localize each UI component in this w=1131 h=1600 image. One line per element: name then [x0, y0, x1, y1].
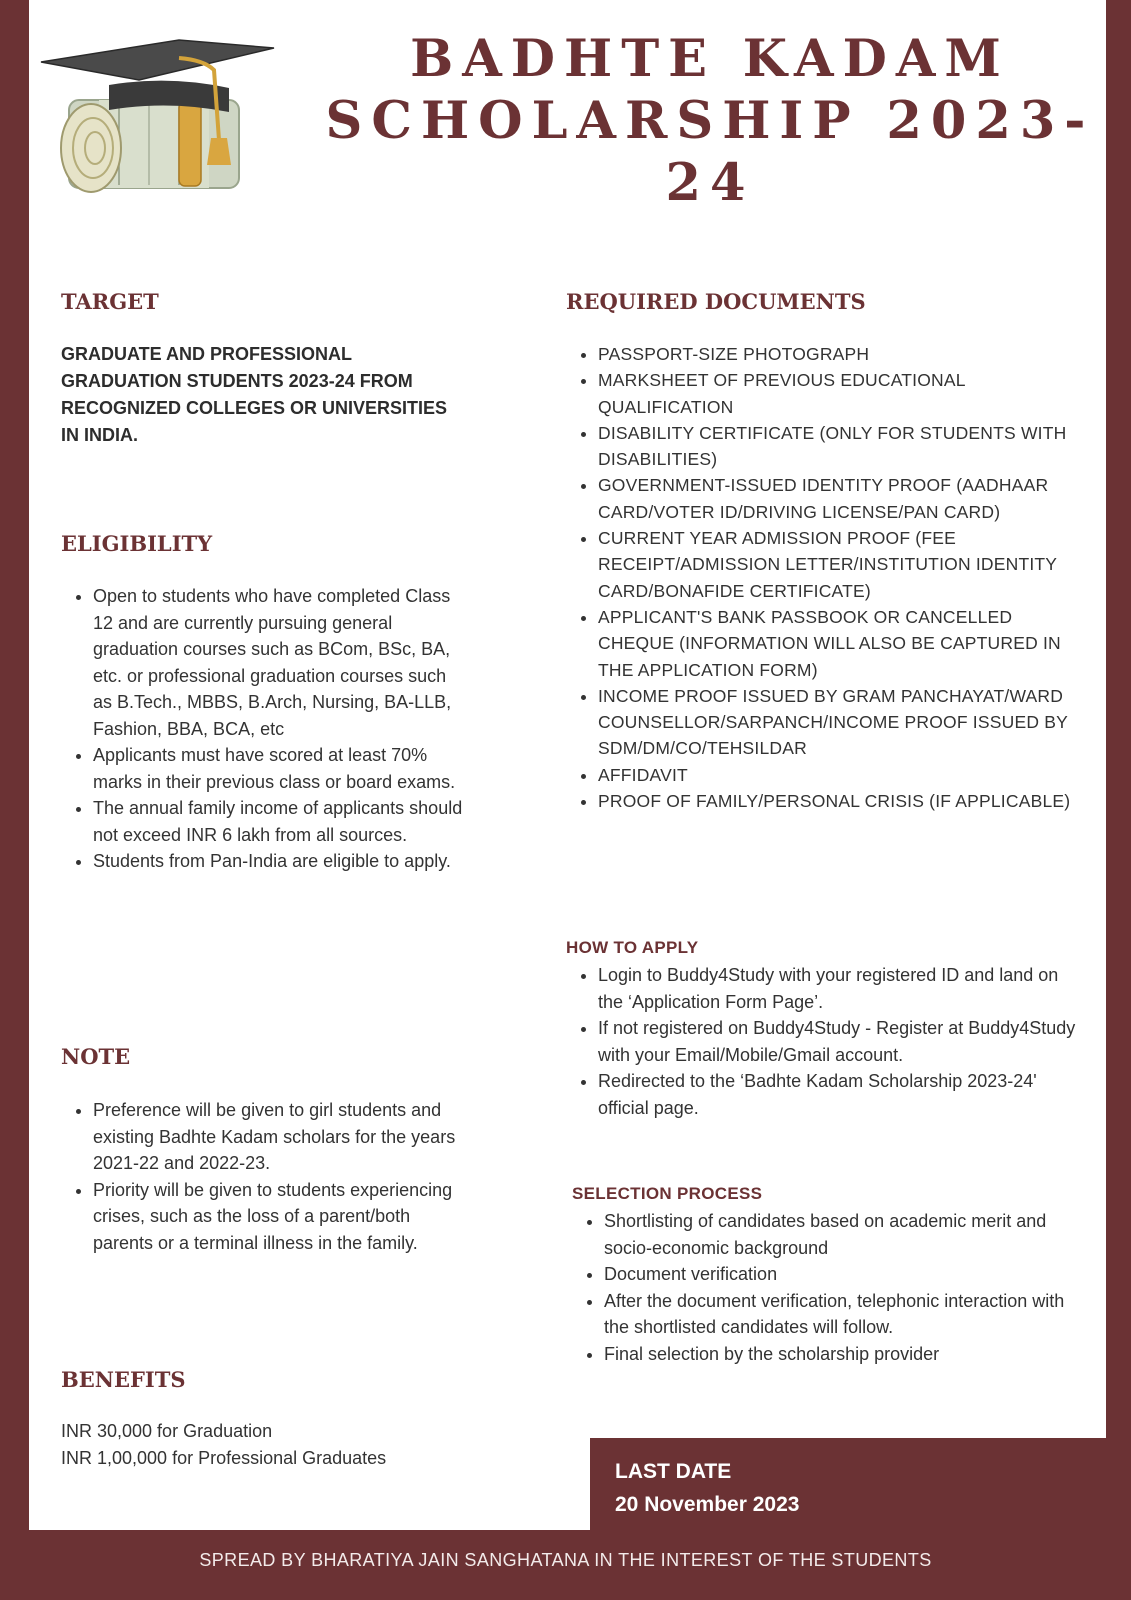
note-heading: NOTE	[61, 1044, 131, 1069]
title-line-2: SCHOLARSHIP 2023-24	[325, 91, 1095, 213]
documents-heading: REQUIRED DOCUMENTS	[566, 289, 866, 314]
title-line-1: BADHTE KADAM	[410, 29, 1010, 89]
selection-item: • Document verification	[604, 1261, 1094, 1288]
eligibility-list	[61, 583, 468, 875]
benefit-graduation: INR 30,000 for Graduation	[61, 1421, 273, 1441]
how-to-apply-item: • Login to Buddy4Study with your registered ID and land on the ‘Application Form Page’.	[598, 962, 1088, 1015]
selection-item: • After the document verification, telephonic interaction with the shortlisted candidates will follow.	[604, 1288, 1094, 1341]
document-item: • CURRENT YEAR ADMISSION PROOF (FEE RECEIPT/ADMISSION LETTER/INSTITUTION IDENTITY CARD/BONAFIDE CERTIFICATE)	[598, 525, 1088, 604]
selection-heading: SELECTION PROCESS	[572, 1184, 763, 1203]
document-item: • GOVERNMENT-ISSUED IDENTITY PROOF (AADHAAR CARD/VOTER ID/DRIVING LICENSE/PAN CARD)	[598, 472, 1088, 525]
target-heading: TARGET	[61, 289, 159, 314]
document-item: • DISABILITY CERTIFICATE (ONLY FOR STUDENTS WITH DISABILITIES)	[598, 420, 1088, 473]
eligibility-item: • Students from Pan-India are eligible to apply.	[93, 848, 468, 875]
note-item: • Preference will be given to girl students and existing Badhte Kadam scholars for the years 2021-22 and 2022-23.	[93, 1097, 468, 1177]
eligibility-heading: ELIGIBILITY	[61, 531, 213, 556]
note-list	[61, 1097, 468, 1256]
how-to-apply-item: • Redirected to the ‘Badhte Kadam Scholarship 2023-24' official page.	[598, 1068, 1088, 1121]
documents-list	[566, 341, 1088, 814]
deadline-date: 20 November 2023	[615, 1493, 800, 1516]
note-item: • Priority will be given to students experiencing crises, such as the loss of a parent/both parents or a terminal illness in the family.	[93, 1177, 468, 1257]
document-item: • APPLICANT'S BANK PASSBOOK OR CANCELLED CHEQUE (INFORMATION WILL ALSO BE CAPTURED IN THE APPLICATION FORM)	[598, 604, 1088, 683]
selection-item: • Shortlisting of candidates based on academic merit and socio-economic background	[604, 1208, 1094, 1261]
document-item: • PROOF OF FAMILY/PERSONAL CRISIS (IF APPLICABLE)	[598, 788, 1088, 814]
how-to-apply-item: • If not registered on Buddy4Study - Register at Buddy4Study with your Email/Mobile/Gmail account.	[598, 1015, 1088, 1068]
document-item: • PASSPORT-SIZE PHOTOGRAPH	[598, 341, 1088, 367]
deadline-box	[615, 1455, 799, 1521]
benefits-text	[61, 1418, 541, 1472]
selection-item: • Final selection by the scholarship provider	[604, 1341, 1094, 1368]
graduation-cap-money-roll-icon	[29, 30, 279, 208]
eligibility-item: • Applicants must have scored at least 70% marks in their previous class or board exams.	[93, 742, 468, 795]
target-text: GRADUATE AND PROFESSIONAL GRADUATION STUDENTS 2023-24 FROM RECOGNIZED COLLEGES OR UNIVERSITIES IN INDIA.	[61, 344, 448, 445]
benefit-professional: INR 1,00,000 for Professional Graduates	[61, 1448, 387, 1468]
document-item: • INCOME PROOF ISSUED BY GRAM PANCHAYAT/WARD COUNSELLOR/SARPANCH/INCOME PROOF ISSUED BY SDM/DM/CO/TEHSILDAR	[598, 683, 1088, 762]
eligibility-item: • Open to students who have completed Class 12 and are currently pursuing general graduation courses such as BCom, BSc, BA, etc. or professional graduation courses such as B.Tech., MBBS, B.Arch, Nursing, BA-LLB, Fashion, BBA, BCA, etc	[93, 583, 468, 742]
eligibility-item: • The annual family income of applicants should not exceed INR 6 lakh from all sources.	[93, 795, 468, 848]
how-to-apply-heading: HOW TO APPLY	[566, 938, 699, 957]
selection-list	[572, 1208, 1094, 1367]
document-item: • AFFIDAVIT	[598, 762, 1088, 788]
benefits-heading: BENEFITS	[61, 1367, 186, 1392]
page-title	[320, 28, 1100, 214]
how-to-apply-list	[566, 962, 1088, 1121]
footer-text: SPREAD BY BHARATIYA JAIN SANGHATANA IN THE INTEREST OF THE STUDENTS	[199, 1550, 932, 1570]
deadline-label: LAST DATE	[615, 1460, 732, 1483]
document-item: • MARKSHEET OF PREVIOUS EDUCATIONAL QUALIFICATION	[598, 367, 1088, 420]
